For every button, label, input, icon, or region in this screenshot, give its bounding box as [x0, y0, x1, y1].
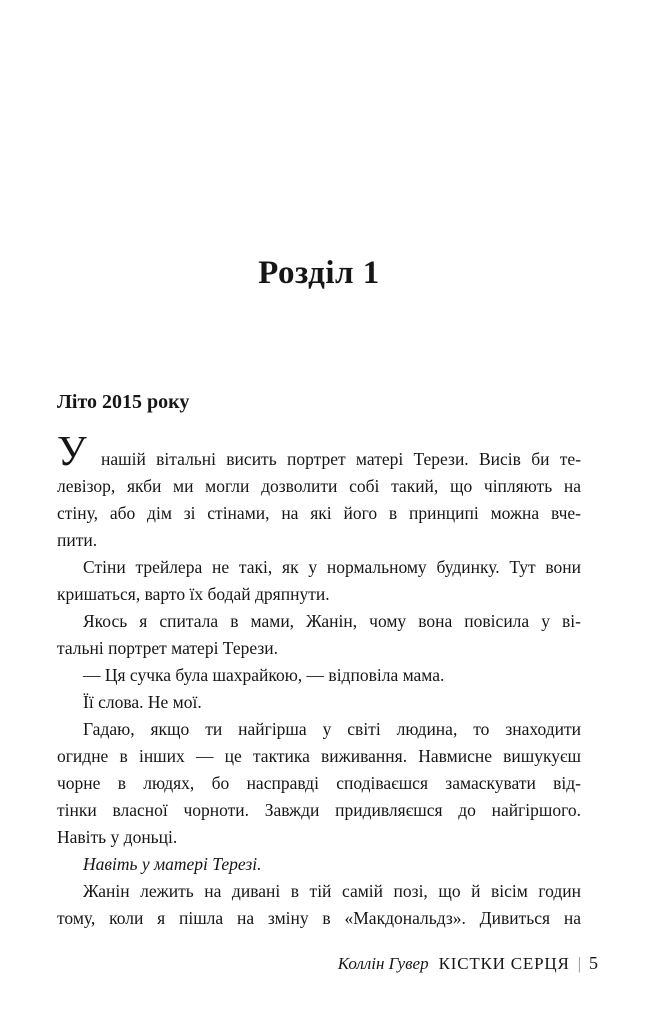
text-line: левізор, якби ми могли дозволити собі такий, що чіпляють на — [57, 476, 581, 496]
body-text — [57, 429, 581, 932]
footer-separator: | — [577, 954, 581, 973]
text-line: тінки власної чорноти. Завжди придивляєшся до найгіршого. — [57, 800, 581, 820]
text-line: Якось я спитала в мами, Жанін, чому вона повісила у ві- — [83, 611, 581, 631]
text-line: огидне в інших — це тактика виживання. Навмисне вишукуєш — [57, 746, 581, 766]
text-line: — Ця сучка була шахрайкою, — відповіла мама. — [83, 665, 445, 685]
text-line: Навіть у матері Терезі. — [83, 854, 262, 874]
text-line: Її слова. Не мої. — [83, 692, 202, 712]
text-line: Стіни трейлера не такі, як у нормальному будинку. Тут вони — [83, 557, 581, 577]
text-line: Жанін лежить на дивані в тій самій позі, що й вісім годин — [83, 881, 581, 901]
chapter-title: Розділ 1 — [258, 255, 380, 291]
text-line: тому, коли я пішла на зміну в «Макдональдз». Дивиться на — [57, 908, 581, 928]
text-line: тальні портрет матері Терези. — [57, 638, 278, 658]
text-line: У нашій вітальні висить портрет матері Терези. Висів би те- — [57, 429, 581, 475]
text-line: чорне в людях, бо насправді сподіваєшся замаскувати від- — [57, 773, 581, 793]
text-line: стіну, або дім зі стінами, на які його в принципі можна вче- — [57, 503, 581, 523]
section-label: Літо 2015 року — [57, 391, 190, 413]
footer-book-title: КІСТКИ СЕРЦЯ — [438, 954, 570, 973]
page-number: 5 — [589, 953, 598, 973]
text-line: пити. — [57, 530, 98, 550]
text-line: Гадаю, якщо ти найгірша у світі людина, то знаходити — [83, 719, 581, 739]
drop-cap: У — [57, 429, 87, 475]
footer-author: Коллін Гувер — [337, 954, 429, 973]
text-line: Навіть у доньці. — [57, 827, 178, 847]
page-footer — [57, 951, 598, 976]
text-line: кришаться, варто їх бодай дряпнути. — [57, 584, 330, 604]
